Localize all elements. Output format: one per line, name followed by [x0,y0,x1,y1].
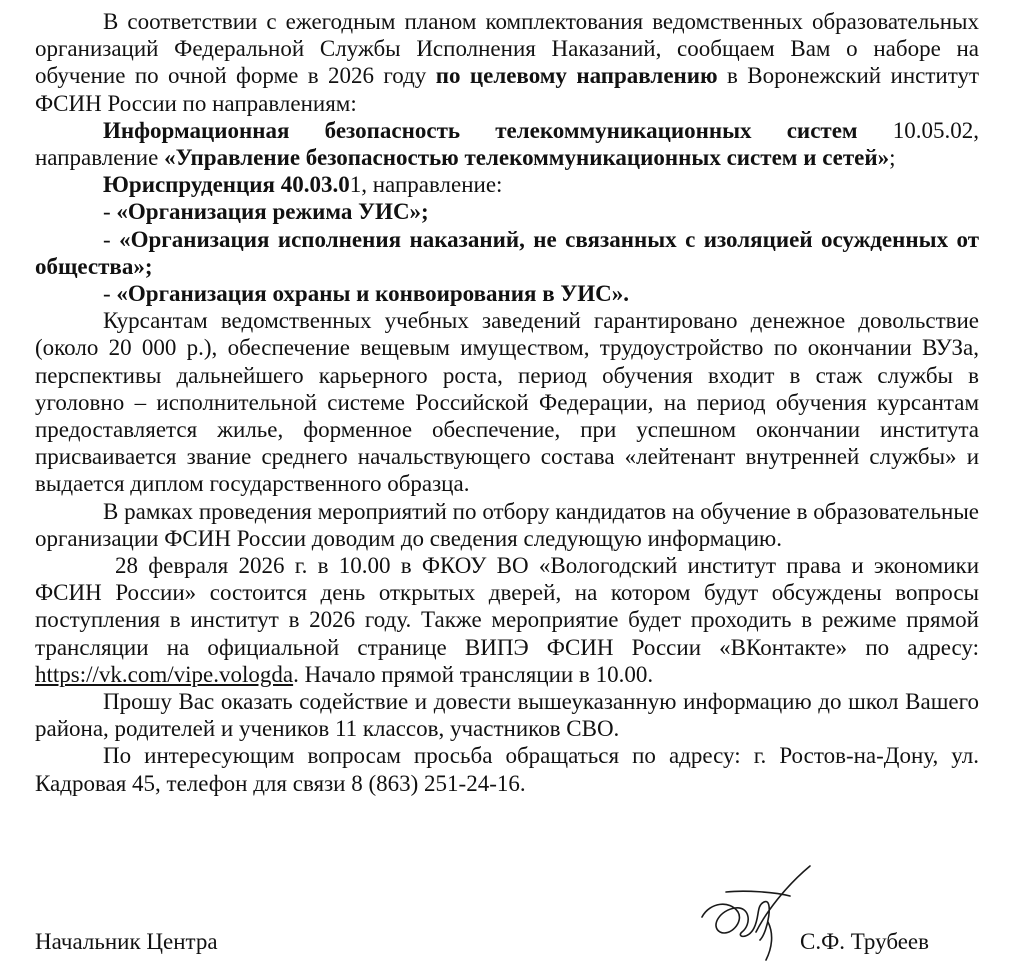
infosec-direction: «Управление безопасностью телекоммуникационных систем и сетей» [164,145,890,171]
open-day-text: 28 февраля 2026 г. в 10.00 в ФКОУ ВО «Вологодский институт права и экономики ФСИН России» состоится день открытых дверей, на котором будут обсуждены вопросы поступления в институт в 2026 году. Также мероприятие будет проходить в режиме прямой трансляции на официальной странице ВИПЭ ФСИН России «ВКонтакте» по адресу: [35,553,979,660]
paragraph-open-day [35,552,979,688]
dash-1: - [103,199,117,225]
paragraph-direction-3 [35,280,979,307]
paragraph-benefits: Курсантам ведомственных учебных заведений гарантировано денежное довольствие (около 20 000 р.), обеспечение вещевым имуществом, трудоустройство по окончании ВУЗа, перспективы дальнейшего карьерного роста, период обучения входит в стаж службы в уголовно – исполнительной системе Российской Федерации, на период обучения курсантам предоставляется жилье, форменное обеспечение, при успешном окончании института присваивается звание среднего начальствующего состава «лейтенант внутренней службы» и выдается диплом государственного образца. [35,308,979,497]
intro-text: В соответствии с ежегодным планом комплектования ведомственных образовательных организаций Федеральной Службы Исполнения Наказаний, сообщаем Вам о наборе на обучение по очной форме в 2026 году [35,9,979,89]
paragraph-request: Прошу Вас оказать содействие и довести вышеуказанную информацию до школ Вашего района, родителей и учеников 11 классов, участников СВО. [35,689,979,742]
infosec-code: 10.05.02, направление [35,117,980,171]
paragraph-law [35,171,979,198]
open-day-tail: . Начало прямой трансляции в 10.00. [293,661,654,687]
direction-3: «Организация охраны и конвоирования в УИС». [116,281,630,307]
signer-position: Начальник Центра [35,929,218,954]
paragraph-selection: В рамках проведения мероприятий по отбору кандидатов на обучение в образовательные организации ФСИН России доводим до сведения следующую информацию. [35,498,979,551]
direction-1: «Организация режима УИС»; [116,199,429,225]
dash-2: - [103,226,120,252]
dash-3: - [103,281,117,307]
infosec-title: Информационная безопасность телекоммуникационных систем [103,117,858,143]
paragraph-direction-2 [35,226,979,280]
paragraph-direction-1 [35,198,979,225]
intro-bold: по целевому направлению [435,63,718,89]
vk-link[interactable]: https://vk.com/vipe.vologda [35,661,294,687]
letter-body [35,8,979,797]
paragraph-intro [35,8,979,117]
paragraph-contacts: По интересующим вопросам просьба обращаться по адресу: г. Ростов-на-Дону, ул. Кадровая 45, телефон для связи 8 (863) 251-24-16. [35,743,979,796]
signer-name: С.Ф. Трубеев [800,929,930,954]
direction-2: «Организация исполнения наказаний, не связанных с изоляцией осужденных от общества»; [35,226,979,279]
law-title: Юриспруденция 40.03.0 [103,172,350,198]
infosec-end: ; [889,145,896,171]
law-tail: 1, направление: [349,172,503,198]
paragraph-infosec [35,117,979,171]
intro-tail: в Воронежский институт ФСИН России по направлениям: [35,63,979,116]
